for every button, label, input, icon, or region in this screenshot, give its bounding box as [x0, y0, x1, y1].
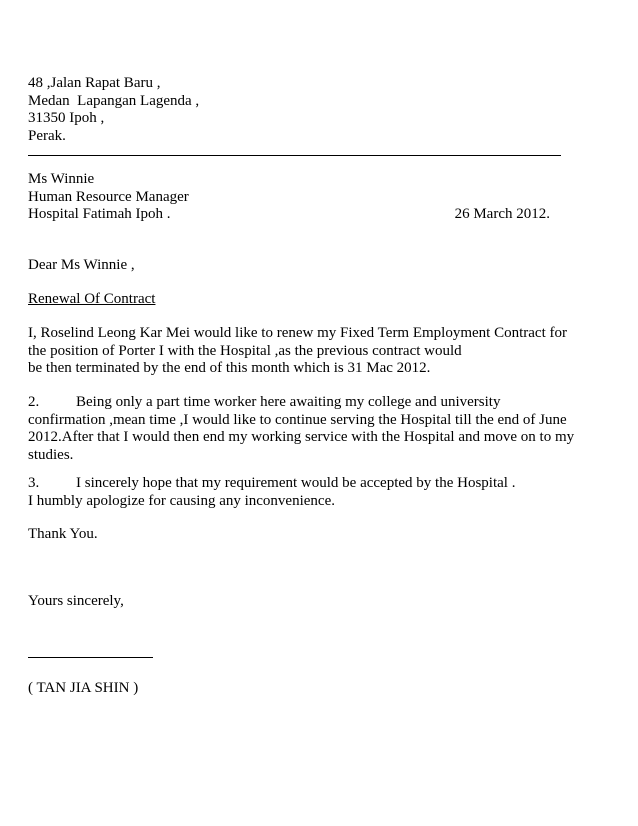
paragraph-2	[28, 394, 575, 464]
paragraph-1	[28, 325, 568, 378]
sender-address-line: Medan Lapangan Lagenda ,	[28, 92, 200, 109]
thanks-text: Thank You.	[28, 526, 98, 542]
address-divider	[28, 155, 561, 156]
paragraph-line: be then terminated by the end of this month which is 31 Mac 2012.	[28, 360, 431, 376]
recipient-name: Ms Winnie	[28, 171, 95, 187]
recipient-title: Human Resource Manager	[28, 188, 189, 205]
closing	[28, 593, 568, 611]
signatory-name: ( TAN JIA SHIN )	[28, 680, 139, 696]
letter-page	[28, 0, 575, 826]
recipient-organization: Hospital Fatimah Ipoh .	[28, 206, 171, 222]
sender-address-line: 31350 Ipoh ,	[28, 110, 105, 126]
subject-line	[28, 291, 568, 309]
paragraph-line	[28, 394, 568, 412]
letter-date: 26 March 2012.	[454, 206, 550, 222]
paragraph-3	[28, 475, 568, 510]
paragraph-line: the position of Porter I with the Hospital ,as the previous contract would	[28, 342, 462, 359]
sender-address	[28, 75, 568, 145]
paragraph-text: I sincerely hope that my requirement would be accepted by the Hospital .	[76, 475, 516, 491]
paragraph-text: Being only a part time worker here awaiting my college and university	[76, 394, 501, 410]
subject-text: Renewal Of Contract	[28, 291, 156, 307]
paragraph-number: 2.	[28, 394, 40, 410]
paragraph-line: I, Roselind Leong Kar Mei would like to renew my Fixed Term Employment Contract for	[28, 325, 567, 341]
salutation	[28, 257, 568, 275]
paragraph-line: studies.	[28, 446, 74, 463]
paragraph-line: I humbly apologize for causing any inconvenience.	[28, 492, 335, 509]
paragraph-number: 3.	[28, 475, 40, 491]
salutation-text: Dear Ms Winnie ,	[28, 257, 135, 273]
paragraph-line	[28, 475, 568, 493]
closing-text: Yours sincerely,	[28, 593, 124, 609]
signature-line	[28, 657, 153, 658]
paragraph-line: 2012.After that I would then end my working service with the Hospital and move on to my	[28, 429, 575, 445]
signatory	[28, 680, 568, 698]
sender-address-line: 48 ,Jalan Rapat Baru ,	[28, 75, 161, 91]
paragraph-line: confirmation ,mean time ,I would like to continue serving the Hospital till the end of June	[28, 411, 567, 428]
thanks	[28, 526, 568, 544]
sender-address-line: Perak.	[28, 127, 66, 144]
